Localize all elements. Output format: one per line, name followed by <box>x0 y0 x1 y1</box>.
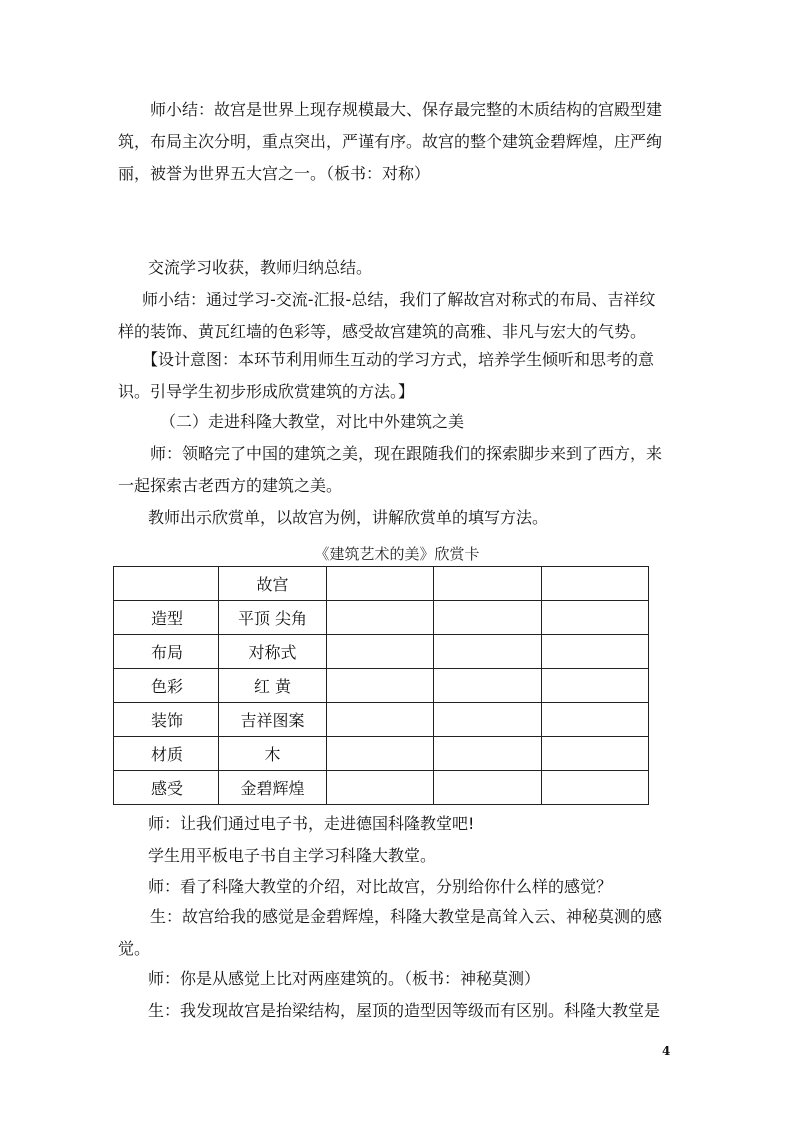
table-caption: 《建筑艺术的美》欣赏卡 <box>314 545 480 563</box>
table-cell <box>434 669 542 703</box>
table-cell <box>542 771 649 805</box>
table-cell <box>434 737 542 771</box>
table-header-row <box>114 567 649 601</box>
table-row <box>114 771 649 805</box>
design-intent-paragraph: 【设计意图：本环节利用师生互动的学习方式，培养学生倾听和思考的意识。引导学生初步形成欣赏建筑的方法。】 <box>118 350 655 401</box>
page-number: 4 <box>662 1044 671 1058</box>
table-cell <box>327 635 434 669</box>
table-cell <box>434 703 542 737</box>
table-cell: 金碧辉煌 <box>219 771 327 805</box>
table-cell: 对称式 <box>219 635 327 669</box>
table-cell: 故宫 <box>219 567 327 601</box>
table-cell <box>114 567 219 601</box>
teacher-question-paragraph: 师：看了科隆大教堂的介绍，对比故宫，分别给你什么样的感觉？ <box>148 877 613 896</box>
table-cell: 造型 <box>114 601 219 635</box>
table-cell <box>434 635 542 669</box>
teacher-intro-paragraph: 师：领略完了中国的建筑之美，现在跟随我们的探索脚步来到了西方，来一起探索古老西方的建筑之美。 <box>118 444 663 495</box>
table-row <box>114 669 649 703</box>
table-cell <box>434 567 542 601</box>
table-cell: 平顶 尖角 <box>219 601 327 635</box>
table-cell <box>327 669 434 703</box>
table-cell <box>327 601 434 635</box>
teacher-comment-paragraph: 师：你是从感觉上比对两座建筑的。（板书：神秘莫测） <box>148 969 541 988</box>
table-cell <box>434 771 542 805</box>
table-cell <box>327 567 434 601</box>
student-answer-paragraph: 生：故宫给我的感觉是金碧辉煌，科隆大教堂是高耸入云、神秘莫测的感觉。 <box>118 907 663 958</box>
table-cell: 木 <box>219 737 327 771</box>
worksheet-instruction-paragraph: 教师出示欣赏单，以故宫为例，讲解欣赏单的填写方法。 <box>148 508 549 527</box>
table-cell <box>542 635 649 669</box>
table-cell: 装饰 <box>114 703 219 737</box>
table-row <box>114 737 649 771</box>
student-ebook-paragraph: 学生用平板电子书自主学习科隆大教堂。 <box>148 846 437 865</box>
table-cell <box>327 771 434 805</box>
table-cell: 红 黄 <box>219 669 327 703</box>
table-cell: 色彩 <box>114 669 219 703</box>
table-row <box>114 601 649 635</box>
exchange-paragraph: 交流学习收获，教师归纳总结。 <box>148 258 373 277</box>
table-cell <box>327 737 434 771</box>
table-cell <box>542 737 649 771</box>
table-cell <box>542 669 649 703</box>
student-structure-paragraph: 生：我发现故宫是抬梁结构，屋顶的造型因等级而有区别。科隆大教堂是 <box>148 1001 661 1020</box>
table-row <box>114 703 649 737</box>
section-heading-cologne: （二）走进科隆大教堂，对比中外建筑之美 <box>160 412 465 431</box>
summary-paragraph-teacher: 师小结：通过学习-交流-汇报-总结，我们了解故宫对称式的布局、吉祥纹样的装饰、黄瓦红墙的色彩等，感受故宫建筑的高雅、非凡与宏大的气势。 <box>118 290 656 341</box>
table-cell <box>434 601 542 635</box>
table-cell <box>542 567 649 601</box>
table-cell: 感受 <box>114 771 219 805</box>
teacher-ebook-paragraph: 师：让我们通过电子书，走进德国科隆教堂吧! <box>148 814 475 833</box>
table-cell <box>542 601 649 635</box>
summary-paragraph-forbidden-city: 师小结：故宫是世界上现存规模最大、保存最完整的木质结构的宫殿型建筑，布局主次分明，重点突出，严谨有序。故宫的整个建筑金碧辉煌，庄严绚丽，被誉为世界五大宫之一。（板书：对称） <box>118 100 663 183</box>
table-cell <box>327 703 434 737</box>
table-cell: 布局 <box>114 635 219 669</box>
table-cell: 吉祥图案 <box>219 703 327 737</box>
table-cell <box>542 703 649 737</box>
table-cell: 材质 <box>114 737 219 771</box>
table-row <box>114 635 649 669</box>
appreciation-card-table <box>113 566 649 805</box>
